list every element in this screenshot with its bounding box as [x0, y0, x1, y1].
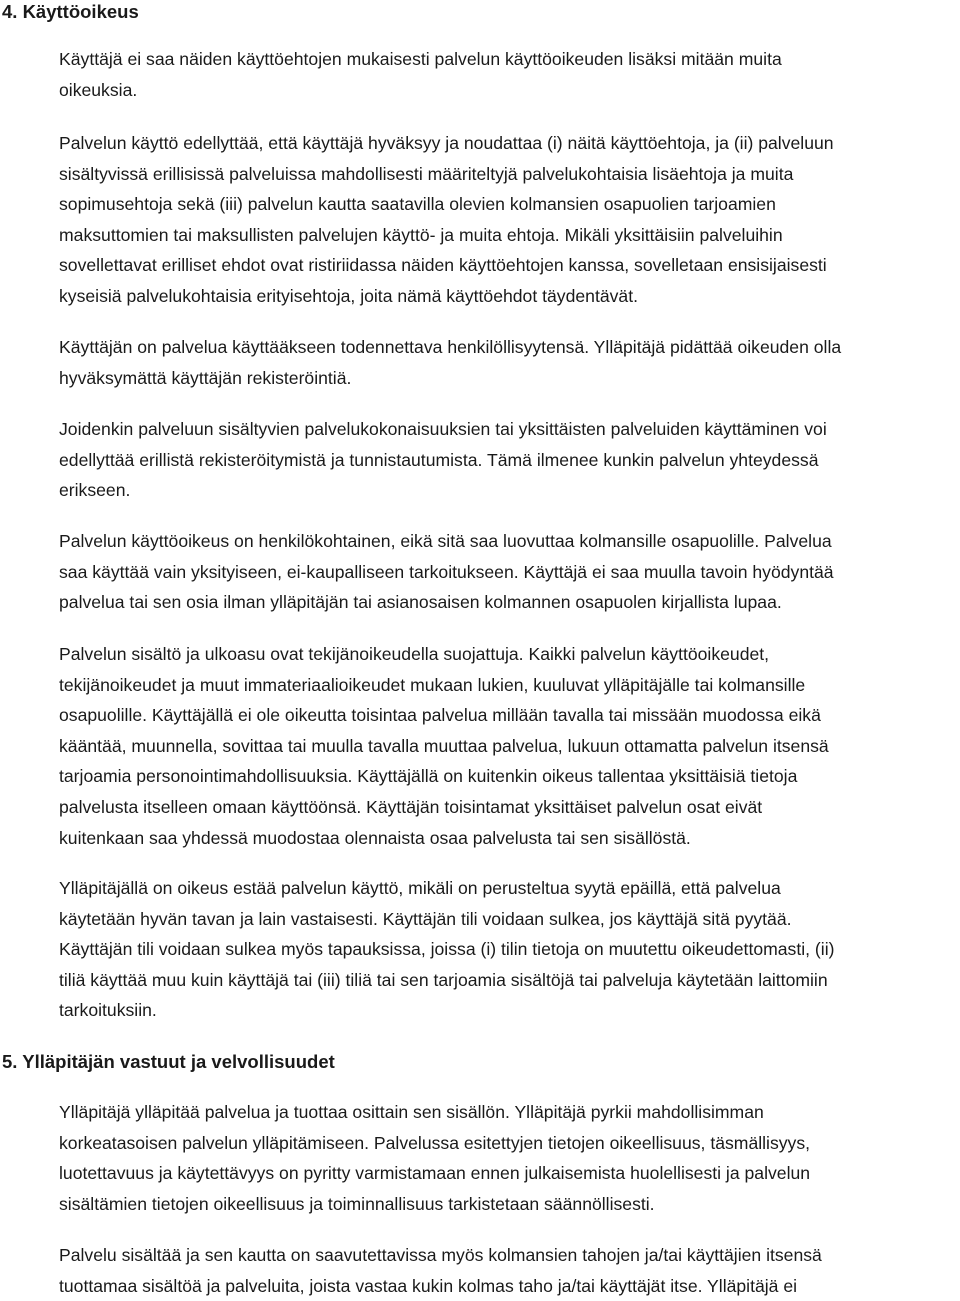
paragraph	[59, 1097, 953, 1219]
paragraph-line: sisältämien tietojen oikeellisuus ja toiminnallisuus tarkistetaan säännöllisesti.	[59, 1193, 655, 1214]
paragraph-line: hyväksymättä käyttäjän rekisteröintiä.	[59, 367, 352, 388]
paragraph	[59, 128, 953, 312]
paragraph-line: tuottamaa sisältöä ja palveluita, joista vastaa kukin kolmas taho ja/tai käyttäjät itse. Ylläpitäjä ei	[59, 1275, 798, 1296]
paragraph-line: tarjoamia personointimahdollisuuksia. Käyttäjällä on kuitenkin oikeus tallentaa yksittäisiä tietoja	[59, 766, 798, 787]
paragraph	[59, 414, 953, 506]
paragraph-line: kyseisiä palvelukohtaisia erityisehtoja, joita nämä käyttöehdot täydentävät.	[59, 285, 638, 306]
paragraph-line: Käyttäjän tili voidaan sulkea myös tapauksissa, joissa (i) tilin tietoja on muutettu oikeudettomasti, (ii)	[59, 939, 835, 960]
paragraph-line: Käyttäjä ei saa näiden käyttöehtojen mukaisesti palvelun käyttöoikeuden lisäksi mitään muita	[59, 49, 782, 69]
paragraph	[59, 1240, 953, 1301]
section-heading-yllapitajan-vastuut: 5. Ylläpitäjän vastuut ja velvollisuudet	[2, 1051, 335, 1072]
paragraph-line: Ylläpitäjä ylläpitää palvelua ja tuottaa osittain sen sisällön. Ylläpitäjä pyrkii mahdollisimman	[59, 1102, 764, 1122]
paragraph	[59, 44, 953, 105]
paragraph-line: Joidenkin palveluun sisältyvien palvelukokonaisuuksien tai yksittäisten palveluiden käyttäminen voi	[59, 419, 827, 439]
section-heading-kayttooikeus: 4. Käyttöoikeus	[2, 1, 139, 22]
paragraph	[59, 332, 953, 393]
paragraph-line: tiliä käyttää muu kuin käyttäjä tai (iii) tiliä tai sen tarjoamia sisältöjä tai palveluja käytetään laittomiin	[59, 969, 828, 990]
paragraph-line: Palvelun käyttöoikeus on henkilökohtainen, eikä sitä saa luovuttaa kolmansille osapuolille. Palvelua	[59, 531, 832, 551]
paragraph-line: tekijänoikeudet ja muut immateriaalioikeudet mukaan lukien, kuuluvat ylläpitäjälle tai kolmansille	[59, 674, 806, 695]
paragraph-line: kuitenkaan saa yhdessä muodostaa olennaista osaa palvelusta tai sen sisällöstä.	[59, 827, 691, 848]
paragraph-line: korkeatasoisen palvelun ylläpitämiseen. Palvelussa esitettyjen tietojen oikeellisuus, täsmällisyys,	[59, 1132, 811, 1153]
paragraph-line: tarkoituksiin.	[59, 1000, 157, 1021]
paragraph-line: luotettavuus ja käytettävyys on pyritty varmistamaan ennen julkaisemista huolellisesti ja palvelun	[59, 1163, 811, 1184]
paragraph-line: käytetään hyvän tavan ja lain vastaisesti. Käyttäjän tili voidaan sulkea, jos käyttäjä sitä pyytää.	[59, 908, 792, 929]
paragraph-line: palvelua tai sen osia ilman ylläpitäjän tai asianosaisen kolmannen osapuolen kirjallista lupaa.	[59, 592, 782, 613]
paragraph-line: kääntää, muunnella, sovittaa tai muulla tavalla muuttaa palvelua, lukuun ottamatta palvelun itsensä	[59, 735, 829, 756]
paragraph	[59, 873, 953, 1026]
paragraph-line: saa käyttää vain yksityiseen, ei-kaupalliseen tarkoitukseen. Käyttäjä ei saa muulla tavoin hyödyntää	[59, 561, 834, 582]
paragraph-line: palvelusta itselleen omaan käyttöönsä. Käyttäjän toisintamat yksittäiset palvelun osat eivät	[59, 796, 763, 817]
paragraph-line: maksuttomien tai maksullisten palvelujen käyttö- ja muita ehtoja. Mikäli yksittäisiin palveluihin	[59, 224, 783, 245]
paragraph	[59, 526, 953, 618]
paragraph-line: oikeuksia.	[59, 79, 138, 100]
paragraph-line: sovellettavat erilliset ehdot ovat ristiriidassa näiden käyttöehtojen kanssa, sovelletaan ensisijaisesti	[59, 255, 827, 276]
paragraph	[59, 639, 953, 853]
paragraph-line: osapuolille. Käyttäjällä ei ole oikeutta toisintaa palvelua millään tavalla tai missään muodossa eikä	[59, 705, 821, 726]
paragraph-line: sisältyvissä erillisissä palveluissa mahdollisesti määriteltyjä palvelukohtaisia lisäehtoja ja muita	[59, 163, 794, 184]
paragraph-line: sopimusehtoja sekä (iii) palvelun kautta saatavilla olevien kolmansien osapuolien tarjoamien	[59, 194, 776, 215]
paragraph-line: Ylläpitäjällä on oikeus estää palvelun käyttö, mikäli on perusteltua syytä epäillä, että palvelua	[59, 878, 781, 898]
paragraph-line: Palvelu sisältää ja sen kautta on saavutettavissa myös kolmansien tahojen ja/tai käyttäjien itsensä	[59, 1245, 822, 1265]
paragraph-line: Palvelun käyttö edellyttää, että käyttäjä hyväksyy ja noudattaa (i) näitä käyttöehtoja, ja (ii) palveluun	[59, 133, 834, 153]
paragraph-line: edellyttää erillistä rekisteröitymistä ja tunnistautumista. Tämä ilmenee kunkin palvelun yhteydessä	[59, 449, 819, 470]
paragraph-line: Käyttäjän on palvelua käyttääkseen todennettava henkilöllisyytensä. Ylläpitäjä pidättää oikeuden olla	[59, 337, 842, 357]
paragraph-line: Palvelun sisältö ja ulkoasu ovat tekijänoikeudella suojattuja. Kaikki palvelun käyttöoikeudet,	[59, 644, 770, 664]
paragraph-line: erikseen.	[59, 480, 131, 501]
